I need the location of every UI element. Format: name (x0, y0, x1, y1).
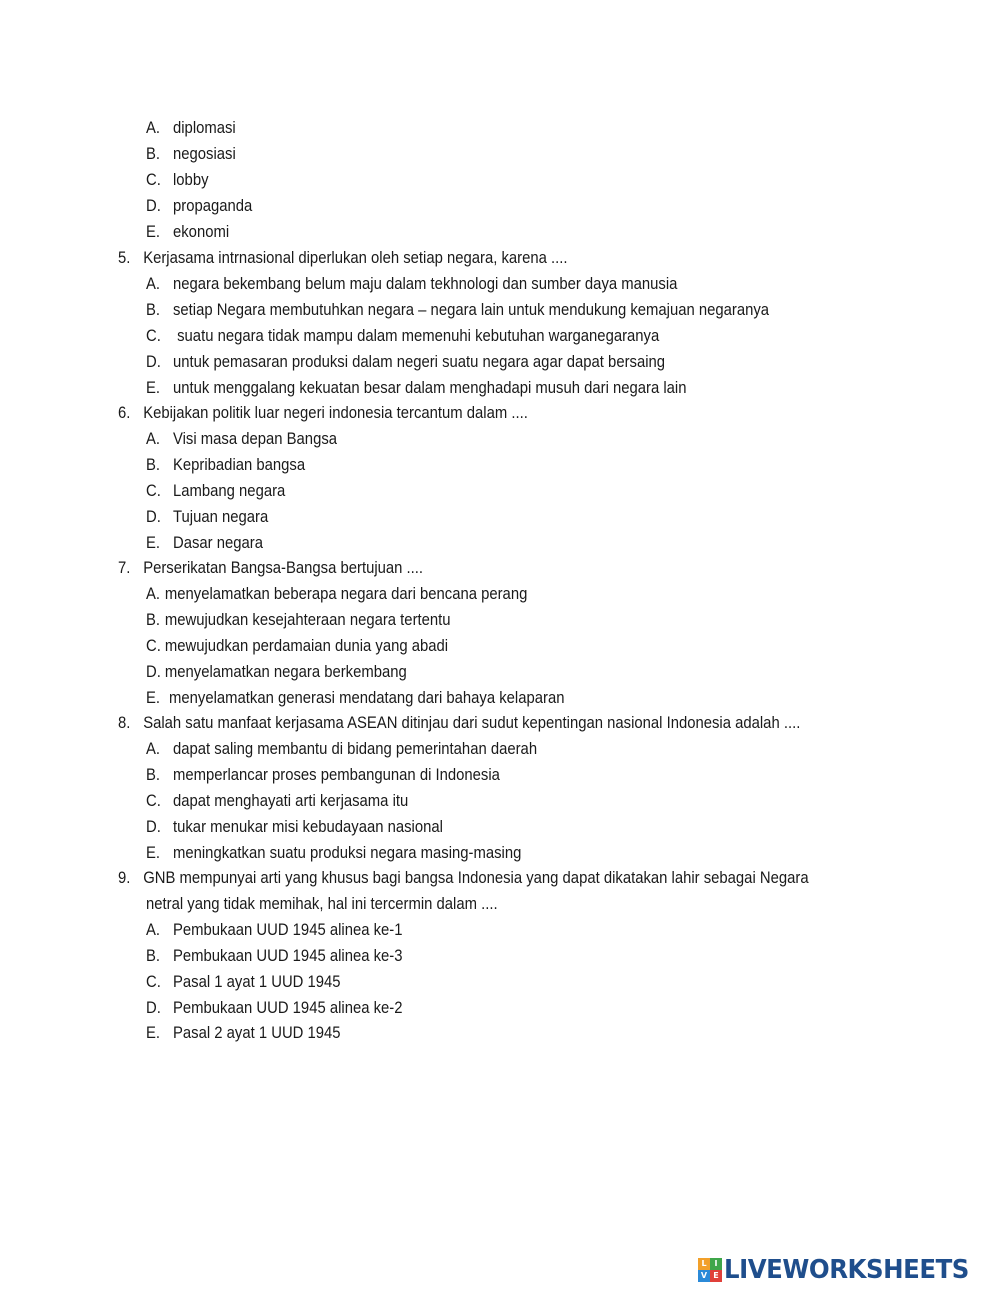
option-d: D. untuk pemasaran produksi dalam negeri suatu negara agar dapat bersaing (146, 353, 666, 371)
option-c: C. Pasal 1 ayat 1 UUD 1945 (146, 973, 341, 991)
option-e: E. untuk menggalang kekuatan besar dalam menghadapi musuh dari negara lain (146, 379, 687, 397)
question-5: 5. Kerjasama intrnasional diperlukan oleh setiap negara, karena .... (118, 249, 568, 267)
option-d: D. propaganda (146, 197, 253, 215)
option-e: E. menyelamatkan generasi mendatang dari bahaya kelaparan (146, 689, 565, 707)
option-c: C. Lambang negara (146, 482, 286, 500)
option-c: C. mewujudkan perdamaian dunia yang abadi (146, 637, 449, 655)
option-c: C. suatu negara tidak mampu dalam memenuhi kebutuhan warganegaranya (146, 327, 660, 345)
option-a: A. menyelamatkan beberapa negara dari bencana perang (146, 585, 528, 603)
option-a: A. diplomasi (146, 119, 236, 137)
question-8: 8. Salah satu manfaat kerjasama ASEAN ditinjau dari sudut kepentingan nasional Indonesia adalah .... (118, 714, 801, 732)
option-c: C. lobby (146, 171, 209, 189)
liveworksheets-logo[interactable] (698, 1255, 985, 1285)
question-7: 7. Perserikatan Bangsa-Bangsa bertujuan .... (118, 559, 424, 577)
option-a: A. negara bekembang belum maju dalam tekhnologi dan sumber daya manusia (146, 275, 678, 293)
logo-letter-v: V (698, 1270, 710, 1282)
option-e: E. meningkatkan suatu produksi negara masing-masing (146, 844, 522, 862)
option-d: D. Tujuan negara (146, 508, 269, 526)
option-d: D. tukar menukar misi kebudayaan nasional (146, 818, 443, 836)
option-d: D. menyelamatkan negara berkembang (146, 663, 407, 681)
option-c: C. dapat menghayati arti kerjasama itu (146, 792, 409, 810)
option-e: E. ekonomi (146, 223, 230, 241)
option-b: B. memperlancar proses pembangunan di Indonesia (146, 766, 500, 784)
option-b: B. Pembukaan UUD 1945 alinea ke-3 (146, 947, 403, 965)
option-b: B. Kepribadian bangsa (146, 456, 306, 474)
option-e: E. Dasar negara (146, 534, 263, 552)
option-a: A. Visi masa depan Bangsa (146, 430, 338, 448)
question-9-continuation: netral yang tidak memihak, hal ini tercermin dalam .... (146, 895, 498, 913)
option-b: B. negosiasi (146, 145, 236, 163)
logo-text: LIVEWORKSHEETS (724, 1255, 969, 1285)
option-b: B. setiap Negara membutuhkan negara – negara lain untuk mendukung kemajuan negaranya (146, 301, 770, 319)
question-6: 6. Kebijakan politik luar negeri indonesia tercantum dalam .... (118, 404, 528, 422)
logo-letter-l: L (698, 1258, 710, 1270)
option-d: D. Pembukaan UUD 1945 alinea ke-2 (146, 999, 403, 1017)
option-a: A. Pembukaan UUD 1945 alinea ke-1 (146, 921, 403, 939)
option-b: B. mewujudkan kesejahteraan negara tertentu (146, 611, 451, 629)
question-9: 9. GNB mempunyai arti yang khusus bagi bangsa Indonesia yang dapat dikatakan lahir sebagai Negara (118, 869, 809, 887)
live-logo-icon (698, 1258, 722, 1282)
logo-letter-e: E (710, 1270, 722, 1282)
option-e: E. Pasal 2 ayat 1 UUD 1945 (146, 1024, 341, 1042)
logo-letter-i: I (710, 1258, 722, 1270)
option-a: A. dapat saling membantu di bidang pemerintahan daerah (146, 740, 538, 758)
